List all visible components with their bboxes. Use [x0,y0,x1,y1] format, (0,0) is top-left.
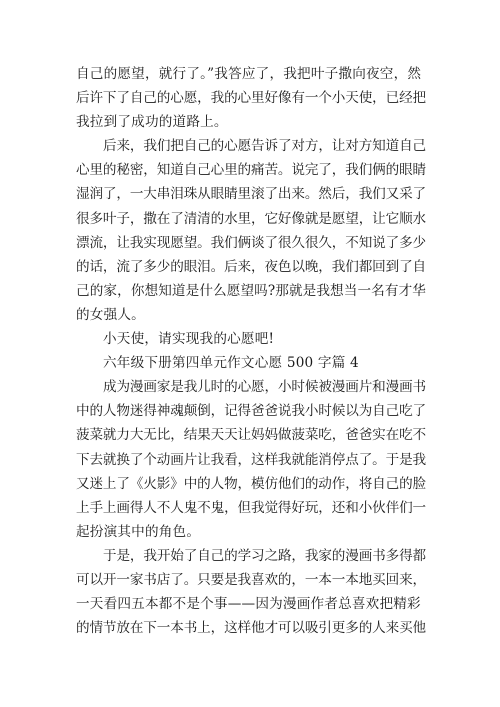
paragraph [76,134,426,327]
heading-line: 六年级下册第四单元作文心愿 500 字篇 4 [103,355,359,372]
text-line: 自己的愿望，就行了。”我答应了，我把叶子撒向夜空，然 [76,66,422,82]
text-line: 一天看四五本都不是个事——因为漫画作者总喜欢把精彩 [76,596,421,613]
paragraph [76,544,426,640]
text-line: 菠菜就力大无比，结果天天让妈妈做菠菜吃，爸爸实在吃不 [76,427,426,444]
text-line: 可以开一家书店了。只要是我喜欢的，一本一本地买回来， [76,571,426,588]
text-line: 漂流，让我实现愿望。我们俩谈了很久很久，不知说了多少 [76,234,426,251]
text-line: 己的家，你想知道是什么愿望吗?那就是我想当一名有才华 [76,282,426,299]
text-line: 的话，流了多少的眼泪。后来，夜色以晚，我们都回到了自 [76,258,426,275]
text-line: 下去就换了个动画片让我看，这样我就能消停点了。于是我 [76,451,426,468]
text-line: 湿润了，一大串泪珠从眼睛里滚了出来。然后，我们又采了 [76,186,426,203]
text-line: 又迷上了《火影》中的人物，模仿他们的动作，将自己的脸 [76,475,426,492]
text-line: 我拉到了成功的道路上。 [76,114,228,131]
text-line: 成为漫画家是我儿时的心愿，小时候被漫画片和漫画书 [103,379,426,396]
paragraph [76,327,426,351]
text-line: 的女强人。 [76,306,145,323]
text-line: 小天使，请实现我的心愿吧! [103,331,275,348]
text-line: 后来，我们把自己的心愿告诉了对方，让对方知道自己 [103,138,426,155]
text-line: 起扮演其中的角色。 [76,523,201,540]
text-line: 很多叶子，撒在了清清的水里，它好像就是愿望，让它顺水 [76,210,426,227]
text-line: 的情节放在下一本书上，这样他才可以吸引更多的人来买他 [76,620,426,637]
text-line: 中的人物迷得神魂颠倒，记得爸爸说我小时候以为自己吃了 [76,403,426,420]
section-heading [76,351,426,375]
document-body [76,62,426,640]
paragraph [76,62,426,134]
paragraph [76,375,426,544]
text-line: 心里的秘密，知道自己心里的痛苦。说完了，我们俩的眼睛 [76,162,426,179]
text-line: 于是，我开始了自己的学习之路，我家的漫画书多得都 [103,547,426,564]
text-line: 上手上画得人不人鬼不鬼，但我觉得好玩，还和小伙伴们一 [76,499,426,516]
text-line: 后许下了自己的心愿，我的心里好像有一个小天使，已经把 [76,90,426,107]
